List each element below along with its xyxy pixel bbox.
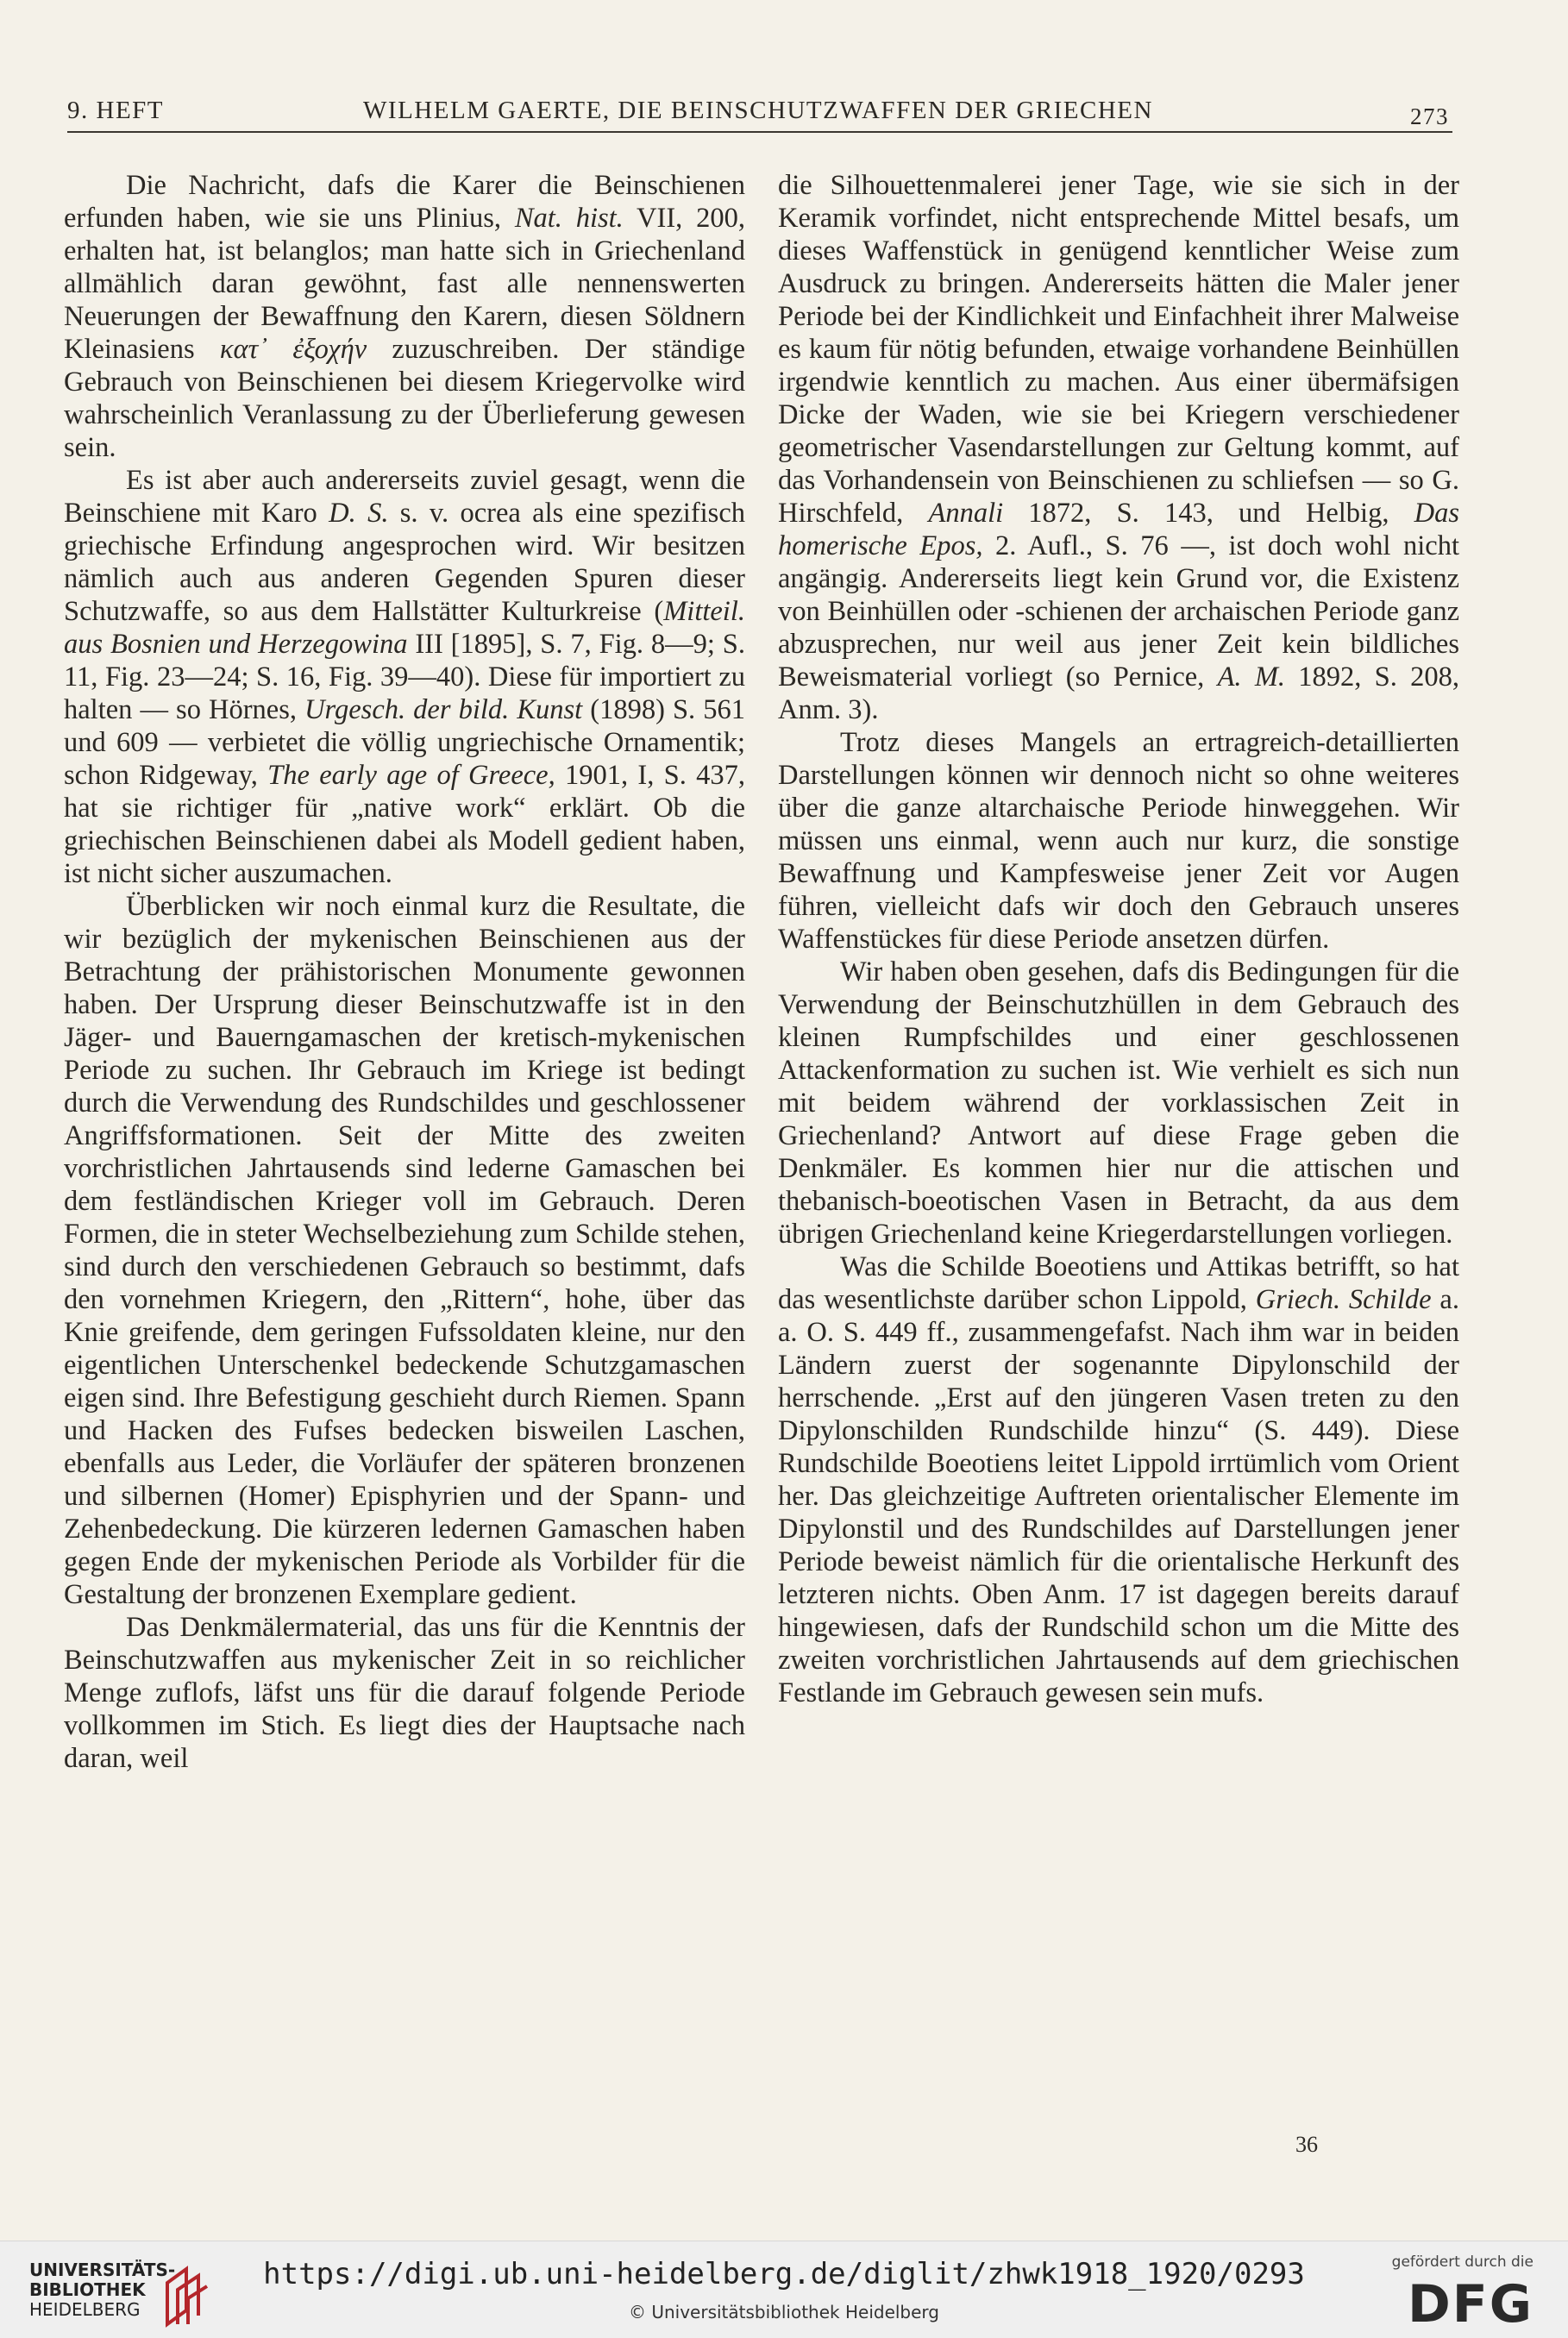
dfg-logo[interactable]: DFG: [1407, 2274, 1534, 2335]
library-name-line1: UNIVERSITÄTS-: [29, 2260, 176, 2280]
paragraph: Wir haben oben gesehen, dafs dis Bedingungen für die Verwendung der Beinschutzhüllen in dem Gebrauch des kleinen Rumpfschildes und einer geschlossenen Attackenformation zu suchen ist. Wie verhielt es sich nun mit beidem während der vorklassischen Zeit in Griechenland? Antwort auf diese Frage geben die Denkmäler. Es kommen hier nur die attischen und thebanisch-boeotischen Vasen in Betracht, da aus dem übrigen Griechenland keine Kriegerdarstellungen vorliegen.: [778, 956, 1459, 1250]
paragraph: Die Nachricht, dafs die Karer die Beinschienen erfunden haben, wie sie uns Plinius, Nat. hist. VII, 200, erhalten hat, ist belanglos; man hatte sich in Griechenland allmählich daran gewöhnt, fast alle nennenswerten Neuerungen der Bewaffnung den Karern, diesen Söldnern Kleinasiens κατ᾽ ἐξοχήν zuzuschreiben. Der ständige Gebrauch von Beinschienen bei diesem Kriegervolke wird wahrscheinlich Veranlassung zu der Überlieferung gewesen sein.: [64, 170, 745, 463]
page-number: 273: [1410, 103, 1449, 129]
paragraph: die Silhouettenmalerei jener Tage, wie sie sich in der Keramik vorfindet, nicht entsprechende Mittel besafs, um dieses Waffenstück in genügend kenntlicher Weise zum Ausdruck zu bringen. Andererseits hätten die Maler jener Periode bei der Kindlichkeit und Einfachheit ihrer Malweise es kaum für nötig befunden, etwaige vorhandene Beinhüllen irgendwie kenntlich zu machen. Aus einer übermäfsigen Dicke der Waden, wie sie bei Kriegern verschiedener geometrischer Vasendarstellungen zur Geltung kommt, auf das Vorhandensein von Beinschienen zu schliefsen — so G. Hirschfeld, Annali 1872, S. 143, und Helbig, Das homerische Epos, 2. Aufl., S. 76 —, ist doch wohl nicht angängig. Andererseits liegt kein Grund vor, die Existenz von Beinhüllen oder -schienen der archaischen Periode ganz abzusprechen, nur weil aus jener Zeit kein bildliches Beweismaterial vorliegt (so Pernice, A. M. 1892, S. 208, Anm. 3).: [778, 170, 1459, 725]
paragraph: Es ist aber auch andererseits zuviel gesagt, wenn die Beinschiene mit Karo D. S. s. v. ocrea als eine spezifisch griechische Erfindung angesprochen wird. Wir besitzen nämlich auch aus anderen Gegenden Spuren dieser Schutzwaffe, so aus dem Hallstätter Kulturkreise (Mitteil. aus Bosnien und Herzegowina III [1895], S. 7, Fig. 8—9; S. 11, Fig. 23—24; S. 16, Fig. 39—40). Diese für importiert zu halten — so Hörnes, Urgesch. der bild. Kunst (1898) S. 561 und 609 — verbietet die völlig ungriechische Ornamentik; schon Ridgeway, The early age of Greece, 1901, I, S. 437, hat sie richtiger für „native work“ erklärt. Ob die griechischen Beinschienen dabei als Modell gedient haben, ist nicht sicher auszumachen.: [64, 465, 745, 889]
signature-mark: 36: [1295, 2132, 1318, 2157]
paragraph: Was die Schilde Boeotiens und Attikas betrifft, so hat das wesentlichste darüber schon Lippold, Griech. Schilde a. a. O. S. 449 ff., zusammengefafst. Nach ihm war in beiden Ländern zuerst der sogenannte Dipylonschild der herrschende. „Erst auf den jüngeren Vasen treten zu den Dipylonschilden Rundschilde hinzu“ (S. 449). Diese Rundschilde Boeotiens leitet Lippold irrtümlich vom Orient her. Das gleichzeitige Auftreten orientalischer Elemente im Dipylonstil und des Rundschildes auf Darstellungen jener Periode beweist nämlich für die orientalische Herkunft des letzteren nichts. Oben Anm. 17 ist dagegen bereits darauf hingewiesen, dafs der Rundschild schon um die Mitte des zweiten vorchristlichen Jahrtausends auf dem griechischen Festlande im Gebrauch gewesen sein mufs.: [778, 1251, 1459, 1708]
viewer-footer: [0, 2241, 1568, 2338]
paragraph: Überblicken wir noch einmal kurz die Resultate, die wir bezüglich der mykenischen Beinschienen aus der Betrachtung der prähistorischen Monumente gewonnen haben. Der Ursprung dieser Beinschutzwaffe ist in den Jäger- und Bauerngamaschen der kretisch-mykenischen Periode zu suchen. Ihr Gebrauch im Kriege ist bedingt durch die Verwendung des Rundschildes und geschlossener Angriffsformationen. Seit der Mitte des zweiten vorchristlichen Jahrtausends sind lederne Gamaschen bei dem festländischen Krieger voll im Gebrauch. Deren Formen, die in steter Wechselbeziehung zum Schilde stehen, sind durch den verschiedenen Gebrauch so bestimmt, dafs den vornehmen Kriegern, den „Rittern“, hohe, über das Knie greifende, dem geringen Fufssoldaten kleine, nur den eigentlichen Unterschenkel bedeckende Schutzgamaschen eigen sind. Ihre Befestigung geschieht durch Riemen. Spann und Hacken des Fufses bedecken bisweilen Laschen, ebenfalls aus Leder, die Vorläufer der späteren bronzenen und silbernen (Homer) Episphyrien und der Spann- und Zehenbedeckung. Die kürzeren ledernen Gamaschen haben gegen Ende der mykenischen Periode als Vorbilder für die Gestaltung der bronzenen Exemplare gedient.: [64, 891, 745, 1610]
paragraph: Das Denkmälermaterial, das uns für die Kenntnis der Beinschutzwaffen aus mykenischer Zeit in so reichlicher Menge zuflofs, läfst uns für die darauf folgende Periode vollkommen im Stich. Es liegt dies der Hauptsache nach daran, weil: [64, 1612, 745, 1774]
library-name-line2: BIBLIOTHEK: [29, 2279, 146, 2300]
funding-label: gefördert durch die: [1391, 2253, 1534, 2271]
issue-label: 9. HEFT: [67, 97, 164, 124]
permalink-url[interactable]: https://digi.ub.uni-heidelberg.de/diglit/zhwk1918_1920/0293: [263, 2257, 1305, 2291]
running-header: [67, 93, 1449, 135]
library-name-line3: HEIDELBERG: [29, 2299, 141, 2320]
copyright-notice: © Universitätsbibliothek Heidelberg: [628, 2302, 939, 2322]
left-column: [64, 169, 745, 1775]
paragraph: Trotz dieses Mangels an ertragreich-detaillierten Darstellungen können wir dennoch nicht so ohne weiteres über die ganze altarchaische Periode hinweggehen. Wir müssen uns einmal, wenn auch nur kurz, die sonstige Bewaffnung und Kampfesweise jener Zeit vor Augen führen, vielleicht dafs wir doch den Gebrauch unseres Waffenstückes für diese Periode ansetzen dürfen.: [778, 727, 1459, 955]
header-rule: [67, 131, 1452, 133]
article-title: WILHELM GAERTE, DIE BEINSCHUTZWAFFEN DER GRIECHEN: [363, 97, 1153, 124]
right-column: [778, 169, 1459, 1709]
